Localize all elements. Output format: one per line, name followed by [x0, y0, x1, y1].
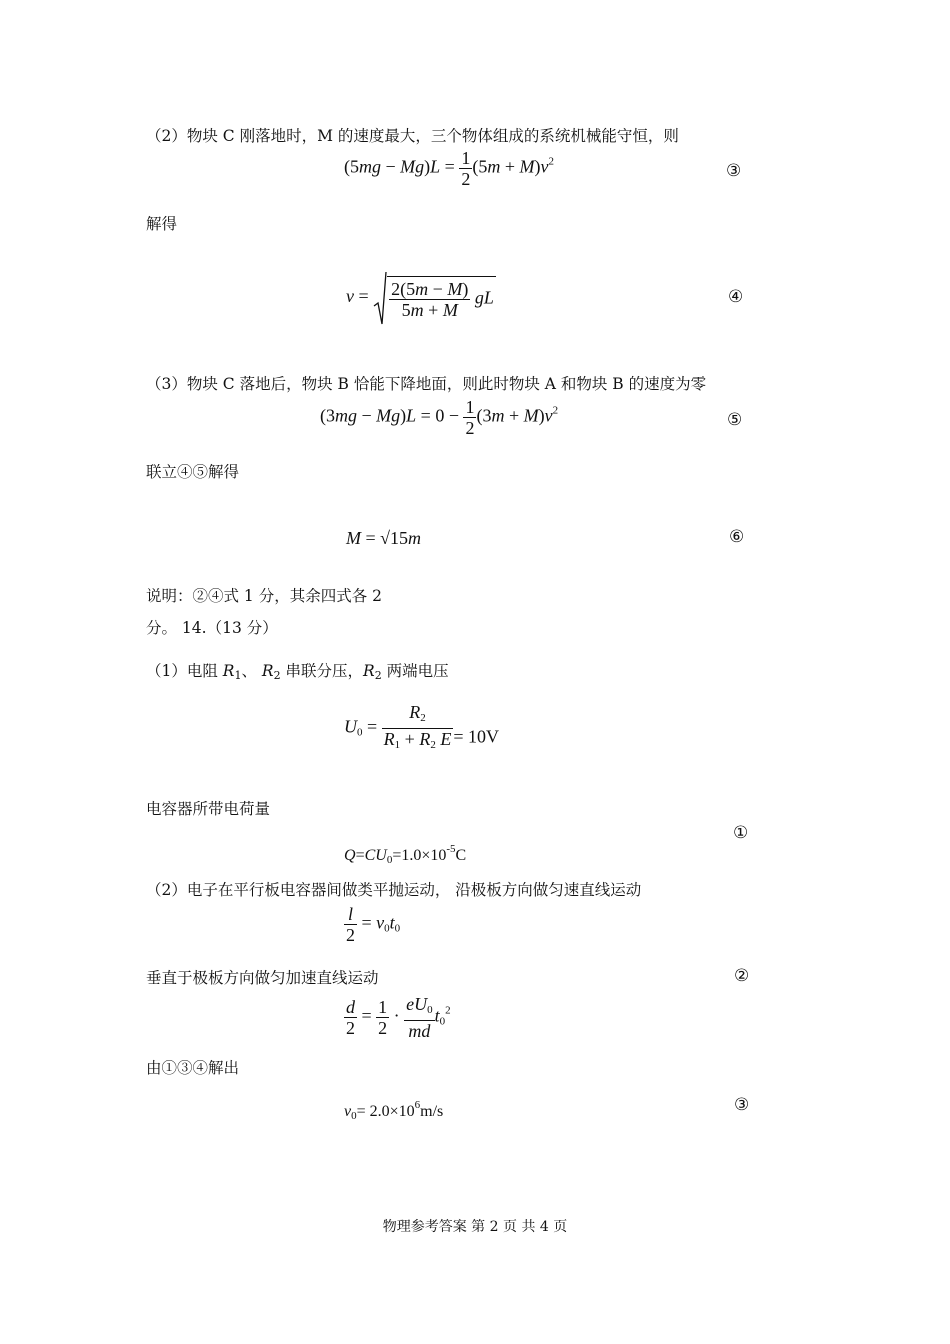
- equation-number-2: ②: [734, 966, 750, 986]
- mass-result-equation: M = √15m: [346, 528, 422, 548]
- scoring-note-line2: 分。 14.（13 分）: [146, 619, 278, 637]
- equation-number-3b: ③: [734, 1095, 750, 1115]
- sqrt-symbol: [373, 270, 387, 326]
- charge-equation: $Q=CU_0=1.0\times 10^{-5}C$: [344, 843, 467, 866]
- equation-number-3: ③: [726, 161, 742, 181]
- uniform-motion-equation: $\frac{l}{2}$ = $v_0t_0$: [346, 904, 401, 945]
- initial-velocity-equation: $v_0= 2.0\times 10^6m/s$: [344, 1099, 444, 1122]
- energy-equation-after-landing: (3mg − Mg)L = 0 − $\frac{1}{2}$ $(3m + M)v^2$: [320, 397, 559, 438]
- question-14-part-1-intro: （1）电阻 $R_1$、 $R_2$ 串联分压，$R_2$ 两端电压: [146, 662, 449, 682]
- combine-label: 联立④⑤解得: [146, 463, 240, 481]
- perpendicular-motion-label: 垂直于极板方向做匀加速直线运动: [146, 969, 379, 987]
- equation-number-1: ①: [733, 823, 749, 843]
- scoring-note-line1: 说明：②④式 1 分，其余四式各 2: [146, 587, 383, 605]
- energy-conservation-equation: (5mg − Mg)L = $\frac{1}{2}$ $(5m + M)v^2$: [344, 148, 554, 189]
- final-solve-label: 由①③④解出: [146, 1059, 240, 1077]
- solve-label: 解得: [146, 215, 178, 233]
- equation-number-4: ④: [728, 287, 744, 307]
- voltage-divider-equation: $U_0$ = $\frac{R_2}{R_1 + R_2 E}$ = 10V: [344, 702, 499, 755]
- charge-label: 电容器所带电荷量: [146, 800, 271, 818]
- part-2-intro: （2）电子在平行板电容器间做类平抛运动， 沿极板方向做匀速直线运动: [146, 881, 642, 899]
- page-footer: 物理参考答案 第 2 页 共 4 页: [382, 1219, 568, 1235]
- accelerated-motion-equation: $\frac{d}{2}$ = $\frac{1}{2}$ · $\frac{eU_0}{md}$ $t_0^2$: [346, 994, 451, 1041]
- velocity-equation: v = $\frac{2(5m - M)}{5m + M}$ gL: [346, 270, 496, 326]
- section-3-intro: （3）物块 C 落地后，物块 B 恰能下降地面，则此时物块 A 和物块 B 的速度为零: [146, 375, 707, 393]
- section-2-intro: （2）物块 C 刚落地时，M 的速度最大，三个物体组成的系统机械能守恒，则: [146, 127, 679, 145]
- equation-number-5: ⑤: [727, 410, 743, 430]
- equation-number-6: ⑥: [729, 527, 745, 547]
